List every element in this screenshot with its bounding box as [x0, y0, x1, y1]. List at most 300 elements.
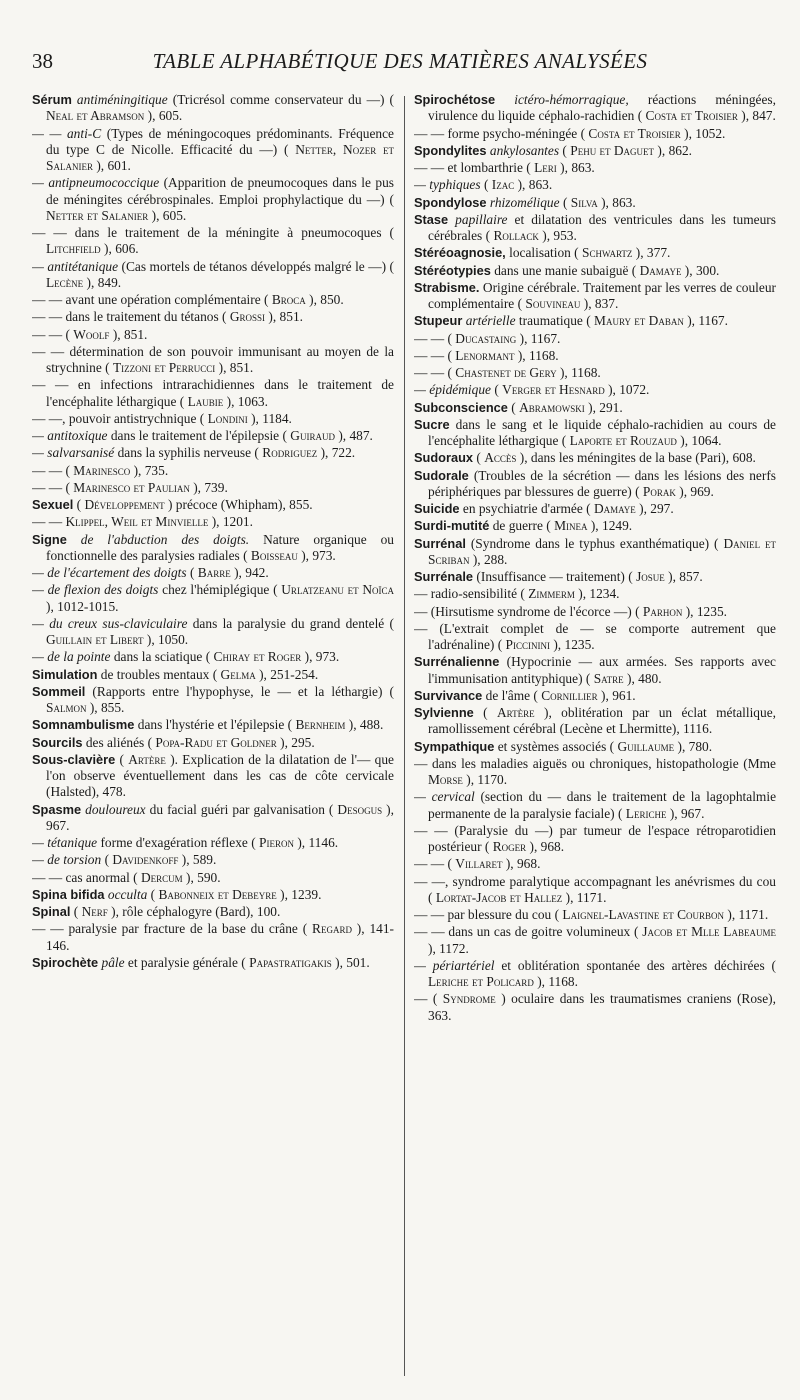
entry-reference: ). Explication de la dilatation de l'— que l'on observe éventuellement dans les cas de côte cervicale (Halsted), 478. [46, 751, 394, 800]
entry-headword: Spondylites [414, 142, 487, 158]
entry-reference: ), 851. [218, 360, 254, 375]
entry-author: Grossi [229, 309, 266, 325]
entry-reference: ), 297. [639, 501, 674, 516]
index-entry [414, 924, 776, 957]
entry-headword: Sexuel [32, 497, 74, 512]
entry-reference: ), 863. [560, 160, 595, 175]
entry-author: Netter, Nozer et Salanier [46, 141, 394, 173]
index-entry [414, 365, 776, 381]
index-entry [414, 654, 776, 687]
index-entry [32, 225, 394, 258]
entry-author: Leriche [625, 805, 667, 821]
entry-text: Origine cérébrale. Traitement par les verres de couleur complémentaire ( [428, 279, 776, 311]
right-column [414, 92, 776, 1392]
entry-headword: Signe [32, 531, 67, 547]
index-entry [32, 327, 394, 343]
entry-author: Pieron [259, 835, 294, 850]
index-entry [32, 921, 394, 954]
entry-author: Josue [636, 569, 665, 584]
entry-reference: ), 1146. [297, 835, 339, 850]
entry-qualifier: — typhiques [414, 177, 481, 193]
entry-headword: Sylvienne [414, 705, 474, 720]
page-title: TABLE ALPHABÉTIQUE DES MATIÈRES ANALYSÉES [152, 49, 648, 73]
entry-reference: ), 1050. [146, 632, 189, 647]
entry-text: (Rapports entre l'hypophyse, le — et la léthargie) ( [92, 683, 394, 699]
index-entry [414, 823, 776, 856]
entry-author: Dercum [140, 869, 183, 885]
index-entry [32, 717, 394, 733]
entry-reference: ), 601. [96, 158, 131, 173]
entry-text: — — ( [414, 365, 452, 380]
entry-author: Rodriguez [262, 445, 318, 461]
entry-text: ( [189, 565, 195, 580]
index-entry [414, 569, 776, 585]
entry-author: Marinesco [73, 462, 131, 478]
index-entry [414, 195, 776, 211]
entry-reference: ), 1171. [727, 907, 769, 922]
entry-text: ( [76, 497, 82, 512]
entry-text: — — (Paralysie du —) par tumeur de l'espace rétroparotidien postérieur ( [414, 822, 776, 854]
index-entry [32, 667, 394, 683]
entry-text: — — ( [32, 462, 70, 478]
entry-qualifier: occulta [107, 886, 148, 902]
entry-text: ( [483, 705, 488, 720]
entry-qualifier: pâle [101, 954, 125, 970]
entry-text: en psychiatrie d'armée ( [462, 501, 591, 516]
entry-text: (Syndrome dans le typhus exanthématique) ( [470, 535, 719, 551]
entry-author: Verger et Hesnard [502, 382, 605, 398]
entry-reference: ), 1171. [565, 889, 607, 905]
entry-text: ( [150, 886, 156, 902]
entry-reference: ), 863. [601, 194, 636, 210]
index-entry [32, 175, 394, 224]
index-entry [414, 263, 776, 279]
entry-reference: ), 967. [669, 805, 705, 821]
entry-qualifier: — de flexion des doigts [32, 582, 159, 598]
entry-author: Porak [642, 483, 676, 499]
entry-headword: Sous-clavière [32, 751, 116, 767]
entry-author: Artère [128, 751, 166, 767]
entry-text: et oblitération spontanée des artères déchirées ( [501, 957, 776, 973]
entry-reference: ), 606. [104, 241, 139, 257]
entry-text: — — par blessure du cou ( [414, 907, 560, 922]
entry-text: — — en infections intrarachidiennes dans le traitement de l'encéphalite léthargique ( [32, 377, 394, 409]
entry-author: Londini [207, 410, 248, 426]
entry-author: Lecène [46, 274, 84, 290]
entry-text: (section du — dans le traitement de la lagophtalmie permanente de la paralysie faciale) ( [428, 789, 776, 821]
entry-qualifier: — antitoxique [32, 428, 108, 443]
entry-author: Nerf [81, 904, 108, 919]
entry-reference: ), 973. [301, 547, 336, 563]
entry-author: Lortat-Jacob et Hallez [435, 889, 563, 905]
entry-text: — — paralysie par fracture de la base du crâne ( [32, 921, 308, 937]
entry-text: — — et lombarthrie ( [414, 160, 531, 175]
index-entry [414, 382, 776, 398]
index-entry [414, 621, 776, 654]
index-entry [32, 259, 394, 292]
entry-reference: ), 953. [542, 228, 577, 243]
index-entry [414, 331, 776, 347]
entry-reference: ), 837. [583, 296, 619, 311]
entry-author: Papastratigakis [249, 954, 332, 970]
entry-author: Pehu et Daguet [570, 142, 655, 158]
index-entry [32, 480, 394, 496]
index-entry [32, 411, 394, 427]
entry-text: — — forme psycho-méningée ( [414, 125, 586, 141]
entry-qualifier: — antipneumococcique [32, 175, 160, 191]
entry-text: — —, syndrome paralytique accompagnant les anévrismes du cou ( [414, 873, 776, 905]
entry-text: et dilatation des ventricules dans les tumeurs cérébrales ( [428, 211, 776, 243]
entry-headword: Sommeil [32, 683, 86, 699]
entry-reference: ), 735. [133, 462, 169, 478]
entry-headword: Spinal [32, 904, 71, 919]
entry-reference: ), 488. [348, 717, 384, 733]
index-entry [32, 870, 394, 886]
index-entry [414, 536, 776, 569]
entry-author: Artère [496, 705, 535, 720]
entry-author: Urlatzeanu et Noïca [281, 582, 394, 598]
entry-reference: ), 1235. [553, 637, 595, 652]
index-entry [414, 313, 776, 329]
entry-text: (Troubles de la sécrétion — dans les lésions des nerfs périphériques par blessures de guerre) ( [428, 467, 776, 499]
index-entry [414, 688, 776, 704]
entry-reference: ), 251-254. [259, 666, 319, 682]
index-entry [414, 739, 776, 755]
entry-author: Schwartz [582, 245, 633, 261]
entry-headword: Sudorale [414, 467, 469, 483]
entry-headword: Strabisme. [414, 279, 480, 295]
entry-text: localisation ( [509, 245, 579, 261]
entry-reference: ), oblitération par un éclat métallique, ramollissement cérébral (Lecène et Lhermitte), 1116. [428, 705, 776, 737]
entry-reference: ), 968. [505, 856, 541, 872]
entry-reference: ), 1249. [590, 518, 633, 534]
index-entry [32, 428, 394, 444]
entry-text: chez l'hémiplégique ( [162, 582, 278, 598]
entry-author: Laignel-Lavastine et Courbon [562, 907, 725, 922]
index-entry [32, 616, 394, 649]
entry-reference: ), 1172. [428, 940, 469, 956]
entry-qualifier: — salvarsanisé [32, 445, 115, 461]
entry-author: Villaret [455, 856, 503, 872]
index-entry [414, 92, 776, 125]
entry-reference: ), dans les méningites de la base (Pari), 608. [519, 450, 756, 466]
entry-reference: ), 722. [320, 445, 356, 461]
entry-author: Ducastaing [455, 330, 517, 346]
entry-author: Salmon [46, 700, 87, 715]
index-entry [32, 377, 394, 410]
index-entry [32, 904, 394, 920]
entry-text: (Insuffisance — traitement) ( [476, 569, 633, 584]
index-entry [414, 245, 776, 261]
entry-text: dans la sciatique ( [113, 649, 211, 665]
entry-headword: Suicide [414, 501, 460, 516]
index-entry [414, 991, 776, 1024]
entry-reference: ) précoce (Whipham), 855. [167, 497, 313, 512]
entry-reference: ), 1201. [211, 514, 253, 530]
entry-text: et paralysie générale ( [127, 954, 246, 970]
entry-author: Cornillier [541, 687, 598, 703]
index-entry [32, 752, 394, 801]
entry-text: Nature organique ou fonctionnelle des paralysies radiales ( [46, 531, 394, 563]
index-entry [32, 852, 394, 868]
index-entry [414, 400, 776, 416]
entry-reference: ), 501. [335, 954, 370, 970]
index-entry [32, 463, 394, 479]
entry-text: (Apparition de pneumocoques dans le pus de méningites cérébrospinales. Emploi prophylactique du —) ( [46, 175, 394, 207]
index-entry [414, 160, 776, 176]
index-entry [414, 417, 776, 450]
entry-reference: ), 849. [86, 274, 122, 290]
entry-text: et systèmes associés ( [497, 738, 615, 754]
entry-reference: ), 487. [338, 428, 373, 443]
entry-reference: ), 847. [741, 108, 776, 124]
entry-reference: ), 480. [627, 670, 662, 686]
index-entry [414, 126, 776, 142]
index-entry [32, 835, 394, 851]
entry-reference: ), 590. [186, 869, 221, 885]
entry-reference: ) oculaire dans les traumatismes craniens (Rose), 363. [428, 991, 776, 1023]
entry-reference: ), 288. [472, 551, 508, 567]
entry-reference: ), 1012-1015. [46, 598, 119, 614]
left-column [32, 92, 394, 1392]
entry-qualifier: — du creux sus-claviculaire [32, 615, 188, 631]
entry-author: Damaye [593, 501, 636, 516]
index-columns [32, 92, 776, 1392]
index-entry [32, 344, 394, 377]
index-entry [32, 802, 394, 835]
entry-reference: ), 739. [193, 479, 228, 495]
entry-headword: Surdi-mutité [414, 518, 490, 534]
entry-text: réactions méningées, virulence du liquide céphalo-rachidien ( [428, 92, 776, 124]
entry-headword: Somnambulisme [32, 717, 135, 733]
entry-reference: ), 851. [268, 309, 303, 325]
index-entry [32, 565, 394, 581]
entry-qualifier: — épidémique [414, 382, 491, 398]
entry-headword: Sympathique [414, 738, 495, 754]
entry-text: ( [483, 177, 489, 193]
entry-author: Chiray et Roger [213, 649, 302, 665]
entry-reference: ), 295. [280, 734, 315, 750]
index-entry [414, 177, 776, 193]
entry-author: Bernheim [295, 717, 346, 733]
entry-author: Desogus [337, 801, 383, 817]
entry-qualifier: rhizomélique [489, 194, 560, 210]
entry-text: dans la paralysie du grand dentelé ( [192, 615, 394, 631]
entry-headword: Spondylose [414, 194, 487, 210]
entry-reference: ), 605. [151, 207, 187, 223]
entry-text: — — avant une opération complémentaire ( [32, 292, 269, 307]
entry-headword: Spirochétose [414, 92, 496, 107]
entry-reference: ), 605. [147, 108, 183, 124]
entry-author: Rollack [493, 228, 539, 243]
entry-reference: ), 1234. [578, 586, 620, 602]
entry-headword: Spirochète [32, 954, 99, 970]
entry-qualifier: — de torsion [32, 852, 102, 868]
entry-text: du facial guéri par galvanisation ( [149, 801, 334, 817]
entry-reference: ), 141-146. [46, 921, 394, 953]
index-entry [32, 92, 394, 125]
entry-reference: ), 300. [684, 262, 720, 278]
entry-text: forme d'exagération réflexe ( [100, 835, 256, 850]
entry-reference: ), 973. [304, 649, 340, 665]
entry-qualifier: papillaire [455, 211, 508, 227]
entry-qualifier: ictéro-hémorragique, [514, 92, 629, 107]
entry-author: Neal et Abramson [46, 108, 145, 124]
entry-author: Guiraud [290, 428, 335, 443]
entry-author: Leriche et Policard [428, 974, 534, 989]
entry-author: Litchfield [46, 241, 101, 257]
entry-headword: Sucre [414, 416, 450, 432]
entry-text: ( [511, 399, 516, 415]
entry-headword: Sudoraux [414, 450, 474, 466]
entry-author: Maury et Daban [594, 313, 684, 329]
entry-headword: Stupeur [414, 313, 463, 329]
page-number: 38 [32, 49, 53, 73]
entry-reference: ), 377. [635, 245, 671, 261]
entry-author: Costa et Troisier [588, 125, 681, 141]
entry-author: Minea [554, 518, 588, 534]
entry-reference: ), 1072. [608, 382, 650, 398]
entry-text: (Tricrésol comme conservateur du —) ( [172, 92, 394, 107]
entry-author: Davidenkoff [112, 852, 179, 868]
entry-text: — (Hirsutisme syndrome de l'écorce —) ( [414, 603, 640, 619]
entry-reference: ), 850. [309, 292, 344, 307]
entry-author: Développement [84, 497, 165, 512]
entry-reference: ), 855. [89, 700, 125, 715]
entry-author: Gelma [220, 666, 256, 682]
entry-text: de guerre ( [492, 518, 551, 534]
entry-text: traumatique ( [518, 313, 591, 329]
index-entry [414, 907, 776, 923]
entry-text: — — ( [414, 856, 452, 872]
entry-reference: ), 1170. [466, 772, 508, 787]
entry-qualifier: — de la pointe [32, 649, 111, 665]
entry-text: — — ( [414, 330, 452, 346]
entry-reference: ), 1239. [280, 886, 322, 902]
entry-author: Piccinini [505, 637, 550, 652]
entry-qualifier: — périartériel [414, 957, 495, 973]
entry-headword: Spina bifida [32, 886, 105, 902]
entry-author: Regard [312, 921, 352, 937]
entry-author: Syndrome [442, 991, 496, 1007]
entry-author: Morse [428, 772, 463, 787]
entry-author: Silva [570, 194, 598, 210]
entry-author: Barre [197, 565, 231, 580]
entry-author: Netter et Salanier [46, 207, 149, 223]
entry-reference: ), 589. [181, 852, 217, 868]
entry-headword: Stéréotypies [414, 262, 491, 278]
entry-text: ( [476, 450, 481, 466]
entry-author: Babonneix et Debeyre [158, 886, 277, 902]
entry-text: ( [73, 904, 79, 919]
entry-author: Izac [491, 177, 515, 193]
index-entry [32, 532, 394, 565]
entry-headword: Survivance [414, 687, 483, 703]
entry-headword: Simulation [32, 666, 98, 682]
entry-reference: ), 291. [588, 399, 623, 415]
entry-text: — — ( [32, 479, 70, 495]
entry-qualifier: — tétanique [32, 835, 98, 850]
entry-reference: ), 1235. [685, 603, 727, 619]
index-entry [414, 789, 776, 822]
entry-author: Laporte et Rouzaud [569, 433, 677, 448]
entry-qualifier: — antitétanique [32, 258, 119, 274]
entry-reference: ), 857. [668, 569, 703, 584]
entry-author: Tizzoni et Perrucci [112, 360, 216, 375]
entry-text: — — dans le traitement du tétanos ( [32, 309, 227, 325]
entry-text: — dans les maladies aiguës ou chroniques, histopathologie (Mme [414, 755, 776, 771]
entry-qualifier: artérielle [465, 313, 516, 329]
entry-reference: ), 851. [112, 326, 148, 342]
entry-text: ( [494, 382, 499, 398]
index-entry [32, 514, 394, 530]
index-entry [414, 518, 776, 534]
entry-author: Souvineau [525, 296, 581, 311]
entry-qualifier: ankylosantes [489, 142, 560, 158]
entry-text: — — ( [32, 326, 70, 342]
entry-qualifier: — cervical [414, 789, 475, 805]
index-entry [414, 348, 776, 364]
entry-text: — ( [414, 991, 438, 1007]
index-entry [32, 887, 394, 903]
entry-text: — — dans le traitement de la méningite à pneumocoques ( [32, 225, 394, 240]
entry-qualifier: douloureux [85, 801, 146, 817]
entry-text: — — cas anormal ( [32, 869, 138, 885]
index-entry [414, 756, 776, 789]
entry-reference: ), 967. [46, 801, 394, 833]
entry-text: de l'âme ( [485, 687, 538, 703]
entry-reference: ), 961. [601, 687, 636, 703]
entry-text: — — [32, 514, 66, 530]
entry-author: Broca [271, 292, 306, 307]
entry-headword: Stase [414, 211, 449, 227]
index-entry [32, 497, 394, 513]
index-entry [414, 586, 776, 602]
entry-reference: ), 1052. [684, 125, 726, 141]
entry-author: Popa-Radu et Goldner [155, 734, 277, 750]
entry-author: Parhon [642, 603, 683, 619]
entry-reference: ), 862. [657, 142, 693, 158]
entry-headword: Sérum [32, 92, 72, 107]
entry-reference: ), 1168. [559, 365, 601, 380]
entry-headword: Sourcils [32, 734, 83, 750]
entry-author: Accès [484, 450, 517, 466]
entry-headword: Surrénalienne [414, 654, 500, 670]
index-entry [414, 874, 776, 907]
entry-text: dans l'hystérie et l'épilepsie ( [137, 717, 293, 733]
entry-headword: Spasme [32, 801, 82, 817]
entry-text: dans la syphilis nerveuse ( [117, 445, 259, 461]
entry-reference: ), 863. [517, 177, 553, 193]
entry-reference: ), 1184. [251, 410, 292, 426]
entry-text: ( [562, 142, 567, 158]
entry-text: — — ( [414, 347, 452, 363]
index-entry [414, 280, 776, 313]
index-entry [32, 582, 394, 615]
entry-reference: ), 968. [529, 839, 565, 854]
entry-author: Zimmerm [528, 586, 575, 602]
entry-text: ( [562, 194, 568, 210]
entry-reference: ), 1064. [680, 433, 722, 448]
entry-headword: Surrénal [414, 535, 466, 551]
index-entry [32, 445, 394, 461]
entry-author: Costa et Troisier [645, 108, 738, 124]
page-header [32, 44, 768, 78]
entry-author: Daniel et Scriban [428, 535, 776, 567]
entry-author: Lenormant [455, 347, 515, 363]
entry-text: ( [119, 751, 124, 767]
entry-author: Laubie [187, 393, 224, 409]
